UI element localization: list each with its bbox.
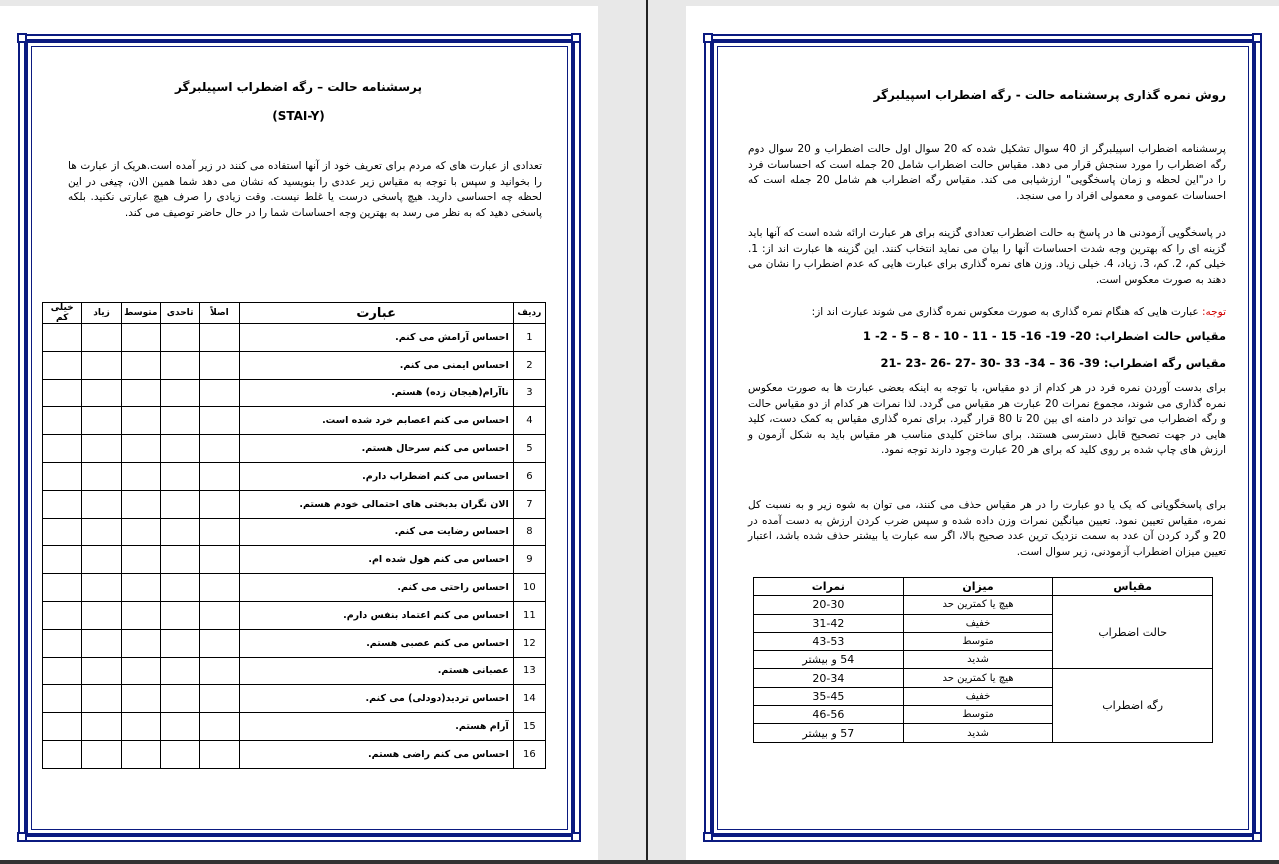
scale-name: رگه اضطراب	[1053, 669, 1213, 742]
table-row	[43, 407, 546, 435]
answer-cell	[43, 435, 82, 463]
answer-cell	[43, 657, 82, 685]
answer-cell	[200, 740, 239, 768]
score-cell: 54 و بیشتر	[754, 651, 904, 669]
answer-cell	[160, 324, 199, 352]
table-row	[43, 324, 546, 352]
score-cell: 35-45	[754, 687, 904, 705]
row-number: 16	[513, 740, 545, 768]
answer-cell	[121, 685, 160, 713]
answer-cell	[43, 740, 82, 768]
answer-cell	[82, 407, 121, 435]
row-number: 1	[513, 324, 545, 352]
row-number: 13	[513, 657, 545, 685]
statement-text: احساس راحتی می کنم.	[239, 574, 513, 602]
answer-cell	[121, 657, 160, 685]
answer-cell	[160, 379, 199, 407]
row-number: 8	[513, 518, 545, 546]
table-row	[43, 713, 546, 741]
row-number: 12	[513, 629, 545, 657]
answer-cell	[160, 629, 199, 657]
statement-text: احساس می کنم عصبی هستم.	[239, 629, 513, 657]
answer-cell	[82, 629, 121, 657]
col-header-much: زیاد	[82, 303, 121, 324]
table-row	[43, 685, 546, 713]
score-cell: 20-34	[754, 669, 904, 687]
answer-cell	[121, 740, 160, 768]
answer-cell	[82, 601, 121, 629]
scoring-title: روش نمره گذاری پرسشنامه حالت - رگه اضطراب اسپیلبرگر	[873, 88, 1226, 102]
answer-cell	[43, 629, 82, 657]
answer-cell	[82, 685, 121, 713]
answer-cell	[121, 601, 160, 629]
document-page-left	[0, 6, 598, 860]
table-row	[43, 629, 546, 657]
score-cell: 31-42	[754, 614, 904, 632]
answer-cell	[121, 407, 160, 435]
note-text: عبارت هایی که هنگام نمره گذاری به صورت معکوس نمره گذاری می شوند عبارت اند از:	[811, 306, 1202, 318]
border-corner-ornament	[571, 33, 581, 43]
row-number: 5	[513, 435, 545, 463]
answer-cell	[160, 574, 199, 602]
answer-cell	[43, 490, 82, 518]
statement-text: عصبانی هستم.	[239, 657, 513, 685]
answer-cell	[160, 685, 199, 713]
col-header-row-number: ردیف	[513, 303, 545, 324]
answer-cell	[200, 657, 239, 685]
table-row	[43, 657, 546, 685]
statement-text: احساس می کنم اعتماد بنفس دارم.	[239, 601, 513, 629]
answer-cell	[160, 351, 199, 379]
col-header-level: میزان	[903, 578, 1053, 596]
answer-cell	[160, 657, 199, 685]
answer-cell	[82, 546, 121, 574]
answer-cell	[200, 518, 239, 546]
answer-cell	[82, 462, 121, 490]
answer-cell	[160, 518, 199, 546]
row-number: 3	[513, 379, 545, 407]
answer-cell	[82, 657, 121, 685]
level-cell: شدید	[903, 724, 1053, 742]
level-cell: هیچ یا کمترین حد	[903, 596, 1053, 614]
answer-cell	[160, 407, 199, 435]
score-cell: 46-56	[754, 706, 904, 724]
note-label: توجه:	[1201, 306, 1226, 318]
answer-cell	[200, 629, 239, 657]
statement-text: احساس می کنم سرحال هستم.	[239, 435, 513, 463]
answer-cell	[82, 740, 121, 768]
table-row	[43, 740, 546, 768]
answer-cell	[121, 574, 160, 602]
answer-cell	[43, 462, 82, 490]
statement-text: احساس تردید(دودلی) می کنم.	[239, 685, 513, 713]
questionnaire-table	[42, 302, 546, 769]
answer-cell	[43, 685, 82, 713]
row-number: 10	[513, 574, 545, 602]
answer-cell	[121, 379, 160, 407]
statement-text: ناآرام(هیجان زده) هستم.	[239, 379, 513, 407]
statement-text: احساس ایمنی می کنم.	[239, 351, 513, 379]
document-page-right	[686, 6, 1279, 860]
answer-cell	[160, 601, 199, 629]
answer-cell	[200, 462, 239, 490]
col-header-not-at-all: اصلاً	[200, 303, 239, 324]
level-cell: خفیف	[903, 687, 1053, 705]
col-header-moderate: متوسط	[121, 303, 160, 324]
border-corner-ornament	[703, 832, 713, 842]
statement-text: احساس می کنم راضی هستم.	[239, 740, 513, 768]
answer-cell	[121, 546, 160, 574]
scoring-paragraph-4: برای پاسخگویانی که یک یا دو عبارت را در هر مقیاس حذف می کنند، می توان به شوه زیر و به نسبت کل نمره، مقیاس تعیین نمود. تعیین میانگین نمرات وزن داده شده و سپس ضرب کردن ارزش به دست آمده در 20 و گرد کردن آن عدد به سمت نزدیک ترین عدد صحیح بالا، اگر سه عبارت یا بیشتر حذف شده باشد، اعتبار تعیین میزان اضطراب آزمودنی، زیر سوال است.	[748, 499, 1226, 558]
answer-cell	[121, 324, 160, 352]
border-corner-ornament	[703, 33, 713, 43]
answer-cell	[200, 601, 239, 629]
statement-text: الان نگران بدبختی های احتمالی خودم هستم.	[239, 490, 513, 518]
row-number: 11	[513, 601, 545, 629]
answer-cell	[43, 601, 82, 629]
answer-cell	[121, 490, 160, 518]
statement-text: احساس می کنم اعصابم خرد شده است.	[239, 407, 513, 435]
answer-cell	[200, 490, 239, 518]
row-number: 6	[513, 462, 545, 490]
statement-text: احساس می کنم اضطراب دارم.	[239, 462, 513, 490]
table-row	[43, 546, 546, 574]
score-ranges-table	[753, 577, 1213, 743]
answer-cell	[200, 685, 239, 713]
scale-name: حالت اضطراب	[1053, 596, 1213, 669]
page-gap	[598, 0, 646, 864]
answer-cell	[200, 407, 239, 435]
level-cell: متوسط	[903, 706, 1053, 724]
answer-cell	[121, 435, 160, 463]
statement-text: احساس رضایت می کنم.	[239, 518, 513, 546]
table-row	[43, 490, 546, 518]
answer-cell	[43, 713, 82, 741]
statement-text: آرام هستم.	[239, 713, 513, 741]
answer-cell	[121, 518, 160, 546]
table-row	[43, 379, 546, 407]
table-row	[754, 596, 1213, 614]
answer-cell	[200, 546, 239, 574]
answer-cell	[121, 713, 160, 741]
border-corner-ornament	[1252, 832, 1262, 842]
score-cell: 43-53	[754, 632, 904, 650]
questionnaire-title: پرسشنامه حالت – رگه اضطراب اسپیلبرگر	[175, 80, 422, 94]
row-number: 14	[513, 685, 545, 713]
answer-cell	[200, 379, 239, 407]
border-corner-ornament	[571, 832, 581, 842]
border-corner-ornament	[17, 33, 27, 43]
answer-cell	[160, 713, 199, 741]
answer-cell	[82, 490, 121, 518]
answer-cell	[43, 324, 82, 352]
answer-cell	[200, 574, 239, 602]
answer-cell	[160, 490, 199, 518]
answer-cell	[43, 379, 82, 407]
scoring-paragraph-1: پرسشنامه اضطراب اسپیلبرگر از 40 سوال تشکیل شده که 20 سوال اول حالت اضطراب و 20 سوال دوم رگه اضطراب را مورد سنجش قرار می دهد. مقیاس حالت اضطراب شامل 20 جمله است که احساسات فرد را در"این لحظه و زمان پاسخگویی" ارزشیابی می کند. مقیاس رگه اضطراب هم شامل 20 جمله است که احساسات عمومی و معمولی افراد را می سنجد.	[748, 143, 1226, 202]
answer-cell	[82, 713, 121, 741]
col-header-scale: مقیاس	[1053, 578, 1213, 596]
answer-cell	[82, 379, 121, 407]
table-row	[754, 669, 1213, 687]
answer-cell	[160, 435, 199, 463]
answer-cell	[121, 462, 160, 490]
reverse-scored-note	[748, 305, 1226, 321]
score-cell: 57 و بیشتر	[754, 724, 904, 742]
col-header-statement: عبارت	[239, 303, 513, 324]
row-number: 15	[513, 713, 545, 741]
instructions-paragraph: تعدادی از عبارت های که مردم برای تعریف خود از آنها استفاده می کنند در زیر آمده است.هریک از عبارت ها را بخوانید و سپس با توجه به مقیاس زیر عددی را بنویسید که نشان می دهد شما همین الان، چیغی در این لحظه چه احساسی دارید. هیچ پاسخی درست یا غلط نیست. وقت زیادی را صرف هیچ عبارتی نکنید. بلکه پاسخی دهید که به نظر می رسد به بهترین وجه احساسات شما را در حال حاضر توصیف می کند.	[68, 160, 542, 219]
answer-cell	[82, 435, 121, 463]
table-row	[43, 601, 546, 629]
page-gap	[648, 0, 686, 864]
answer-cell	[43, 407, 82, 435]
answer-cell	[82, 324, 121, 352]
answer-cell	[200, 713, 239, 741]
statement-text: احساس می کنم هول شده ام.	[239, 546, 513, 574]
border-corner-ornament	[1252, 33, 1262, 43]
row-number: 7	[513, 490, 545, 518]
answer-cell	[200, 351, 239, 379]
answer-cell	[43, 518, 82, 546]
questionnaire-subtitle: (STAI-Y)	[272, 109, 325, 123]
scoring-paragraph-3: برای بدست آوردن نمره فرد در هر کدام از دو مقیاس، با توجه به اینکه بعضی عبارت ها به صورت معکوس نمره گذاری می شوند، مجموع نمرات 20 عبارت هر مقیاس می گردد. لذا نمرات هر کدام از دو مقیاس حالت و رگه اضطراب می تواند در دامنه ای بین 20 تا 80 قرار گیرد. برای نمره گذاری مقیاس به کمک دست، کلید هایی در جهت تصحیح قابل دسترسی هستند. برای ساختن کلیدی مناسب هر مقیاس باید به شکل آزمون و ارزش های چاپ شده بر روی کلید که برای هر 20 عبارت وجود دارند توجه نمود.	[748, 382, 1227, 456]
col-header-scores: نمرات	[754, 578, 904, 596]
statement-text: احساس آرامش می کنم.	[239, 324, 513, 352]
border-corner-ornament	[17, 832, 27, 842]
table-row	[43, 518, 546, 546]
answer-cell	[160, 740, 199, 768]
answer-cell	[200, 324, 239, 352]
table-row	[43, 574, 546, 602]
scoring-paragraph-2: در پاسخگویی آزمودنی ها در پاسخ به حالت اضطراب تعدادی گزینه برای هر عبارت ارائه شده است که آنها باید گزینه ای را که بهترین وجه شدت احساسات آنها را بیان می نماید انتخاب کنند. این گزینه ها عبارت اند از: 1. خیلی کم، 2. کم، 3. زیاد، 4. خیلی زیاد. وزن های نمره گذاری برای عبارت هایی که عدم اضطراب را نشان می دهند به صورت معکوس است.	[748, 227, 1226, 286]
answer-cell	[160, 462, 199, 490]
answer-cell	[121, 351, 160, 379]
level-cell: خفیف	[903, 614, 1053, 632]
level-cell: هیچ یا کمترین حد	[903, 669, 1053, 687]
answer-cell	[200, 435, 239, 463]
answer-cell	[82, 351, 121, 379]
table-row	[43, 462, 546, 490]
answer-cell	[43, 574, 82, 602]
answer-cell	[43, 351, 82, 379]
answer-cell	[82, 518, 121, 546]
level-cell: شدید	[903, 651, 1053, 669]
level-cell: متوسط	[903, 632, 1053, 650]
col-header-very-little: خیلی کم	[43, 303, 82, 324]
row-number: 9	[513, 546, 545, 574]
answer-cell	[43, 546, 82, 574]
table-row	[43, 435, 546, 463]
table-row	[43, 351, 546, 379]
score-cell: 20-30	[754, 596, 904, 614]
row-number: 4	[513, 407, 545, 435]
answer-cell	[121, 629, 160, 657]
trait-reverse-items: مقیاس رگه اضطراب: 39- 36 – 34- 33 -30 -27 -26 -23 -21	[880, 356, 1226, 370]
answer-cell	[82, 574, 121, 602]
row-number: 2	[513, 351, 545, 379]
answer-cell	[160, 546, 199, 574]
viewer-bottom-bar	[0, 860, 1279, 864]
state-reverse-items: مقیاس حالت اضطراب: 20- 19- 16- 15 - 11 - 10 - 8 – 5 - 2- 1	[862, 329, 1226, 343]
col-header-somewhat: تاحدی	[160, 303, 199, 324]
